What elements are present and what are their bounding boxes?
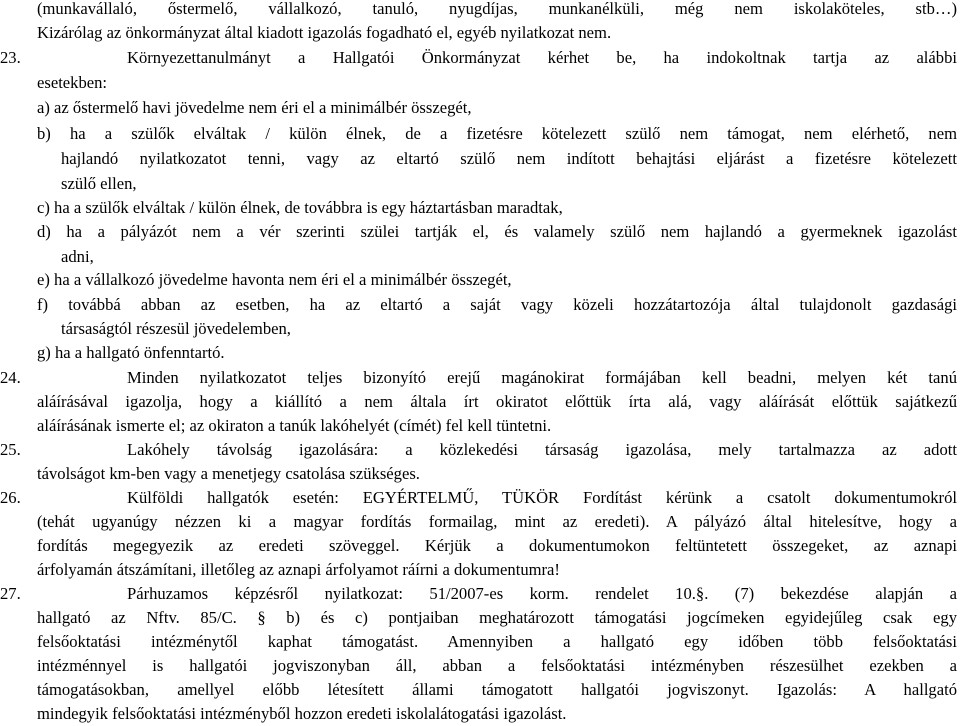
- item-number: 23.: [0, 48, 21, 67]
- text-line: társaságtól részesül jövedelemben,: [61, 319, 291, 338]
- text-line: e) ha a vállalkozó jövedelme havonta nem éri el a minimálbér összegét,: [37, 270, 512, 289]
- text-line: aláírásával igazolja, hogy a kiállító a nem általa írt okiratot előttük írta alá, vagy aláírását előttük sajátkezű: [37, 392, 957, 411]
- text-line: támogatásokban, amellyel előbb létesített állami támogatott hallgatói jogviszonyt. Igazolás: A hallgató: [37, 680, 957, 699]
- item-number: 25.: [0, 440, 21, 459]
- text-line: felsőoktatási intézménytől kaphat támogatást. Amennyiben a hallgató egy időben több felsőoktatási: [37, 632, 957, 651]
- item-number: 24.: [0, 368, 21, 387]
- text-line: Külföldi hallgatók esetén: EGYÉRTELMŰ, TÜKÖR Fordítást kérünk a csatolt dokumentumokról: [127, 488, 957, 507]
- item-number: 26.: [0, 488, 21, 507]
- text-line: árfolyamán átszámítani, illetőleg az aznapi árfolyamot ráírni a dokumentumra!: [37, 560, 560, 579]
- text-line: f) továbbá abban az esetben, ha az eltartó a saját vagy közeli hozzátartozója által tulajdonolt gazdasági: [37, 295, 957, 314]
- text-line: b) ha a szülők elváltak / külön élnek, de a fizetésre kötelezett szülő nem támogat, nem elérhető, nem: [37, 124, 957, 143]
- text-line: g) ha a hallgató önfenntartó.: [37, 343, 225, 362]
- text-line: hajlandó nyilatkozatot tenni, vagy az eltartó szülő nem indított behajtási eljárást a fizetésre kötelezett: [61, 149, 957, 168]
- text-line: (munkavállaló, őstermelő, vállalkozó, tanuló, nyugdíjas, munkanélküli, még nem iskolaköteles, stb…): [37, 0, 957, 18]
- text-line: szülő ellen,: [61, 174, 137, 193]
- text-line: távolságot km-ben vagy a menetjegy csatolása szükséges.: [37, 464, 420, 483]
- text-line: Környezettanulmányt a Hallgatói Önkormányzat kérhet be, ha indokoltnak tartja az alábbi: [127, 48, 957, 67]
- text-line: d) ha a pályázót nem a vér szerinti szülei tartják el, és valamely szülő nem hajlandó a gyermeknek igazolást: [37, 222, 957, 241]
- text-line: Minden nyilatkozatot teljes bizonyító erejű magánokirat formájában kell beadni, melyen két tanú: [127, 368, 957, 387]
- text-line: fordítás megegyezik az eredeti szöveggel. Kérjük a dokumentumokon feltüntetett összegeket, az aznapi: [37, 536, 957, 555]
- text-line: esetekben:: [37, 73, 108, 92]
- text-line: mindegyik felsőoktatási intézményből hozzon eredeti iskolalátogatási igazolást.: [37, 704, 567, 723]
- text-line: Kizárólag az önkormányzat által kiadott igazolás fogadható el, egyéb nyilatkozat nem.: [37, 23, 612, 42]
- text-line: hallgató az Nftv. 85/C. § b) és c) pontjaiban meghatározott támogatási jogcímeken egyidejűleg csak egy: [37, 608, 957, 627]
- text-line: aláírásának ismerte el; az okiraton a tanúk lakóhelyét (címét) fel kell tüntetni.: [37, 416, 552, 435]
- text-line: a) az őstermelő havi jövedelme nem éri el a minimálbér összegét,: [37, 98, 472, 117]
- text-line: adni,: [61, 247, 94, 266]
- text-line: Párhuzamos képzésről nyilatkozat: 51/2007-es korm. rendelet 10.§. (7) bekezdése alapján a: [127, 584, 957, 603]
- item-number: 27.: [0, 584, 21, 603]
- text-line: c) ha a szülők elváltak / külön élnek, de továbbra is egy háztartásban maradtak,: [37, 198, 563, 217]
- text-line: Lakóhely távolság igazolására: a közlekedési társaság igazolása, mely tartalmazza az adott: [127, 440, 957, 459]
- text-line: (tehát ugyanúgy nézzen ki a magyar fordítás formailag, mint az eredeti). A pályázó által hitelesítve, hogy a: [37, 512, 957, 531]
- text-line: intézménnyel is hallgatói jogviszonyban áll, abban a felsőoktatási intézményben részesülhet ezekben a: [37, 656, 957, 675]
